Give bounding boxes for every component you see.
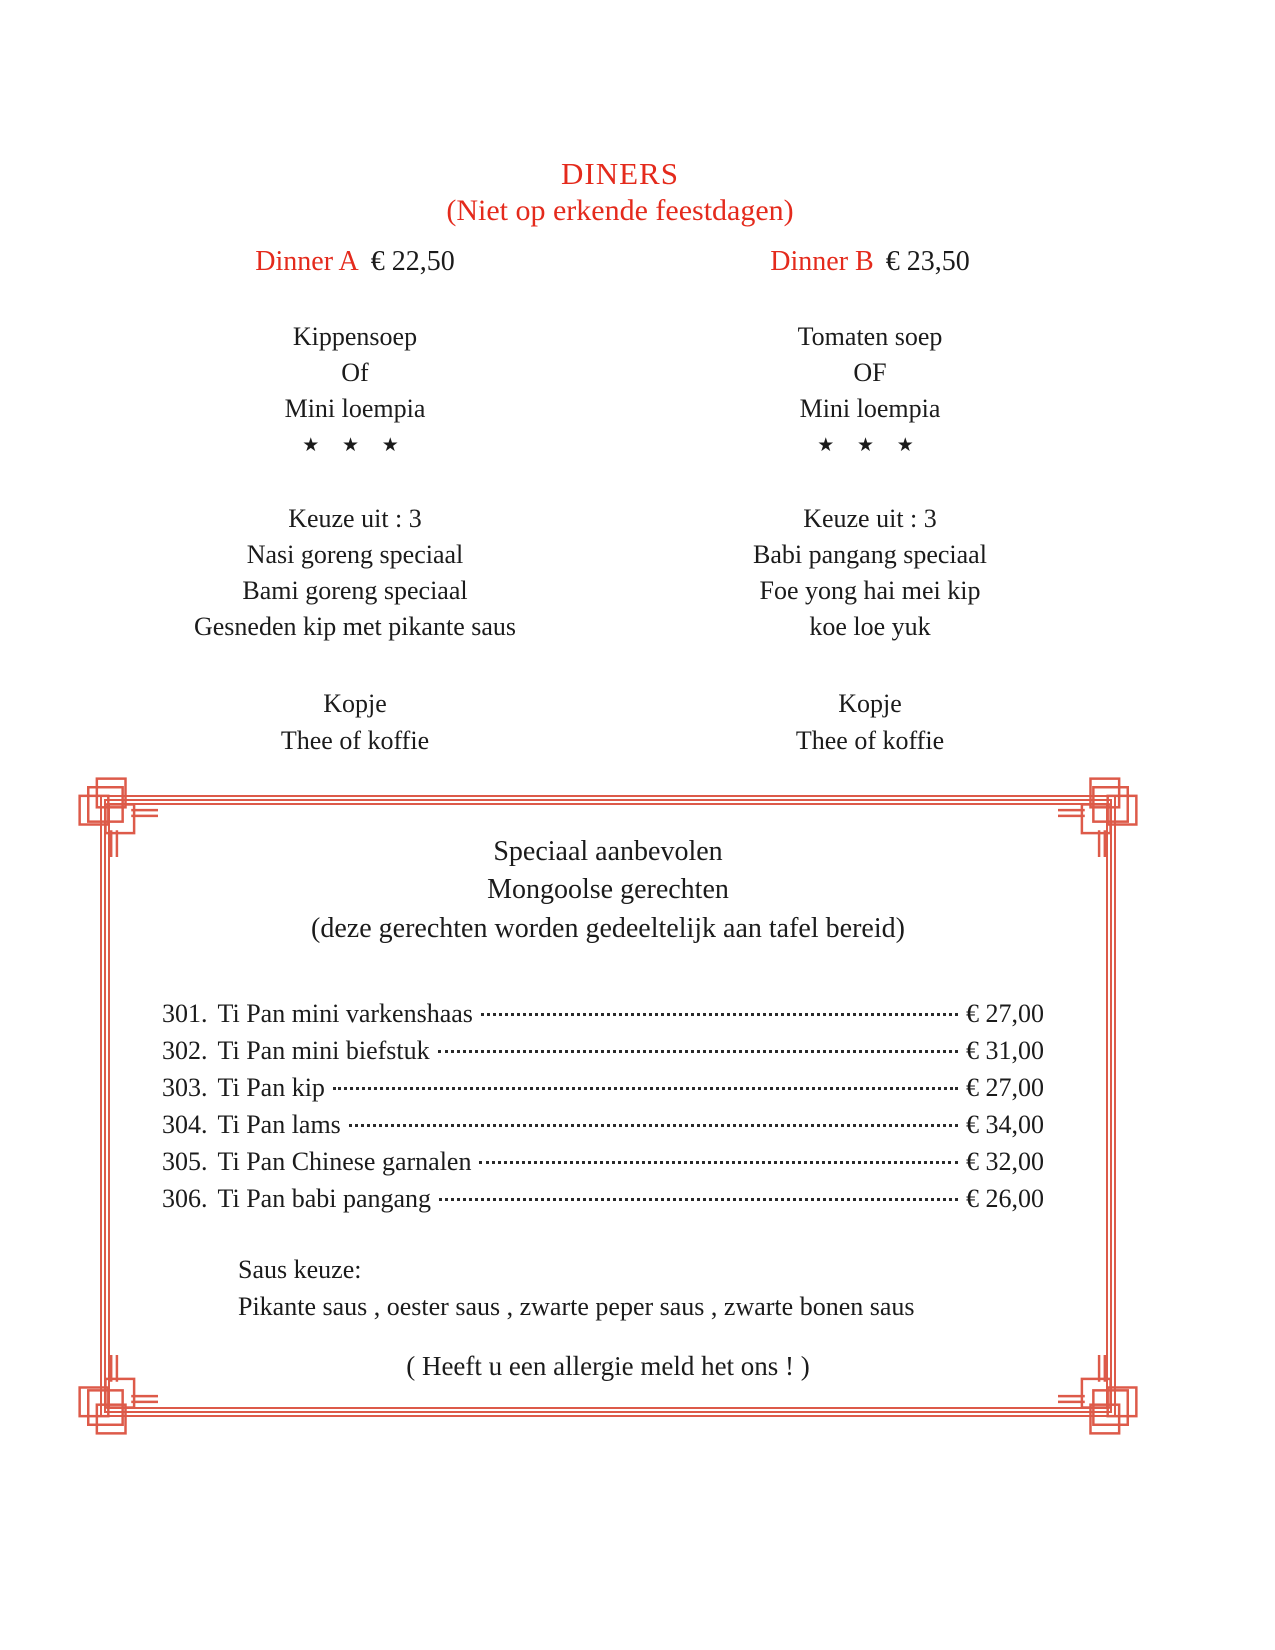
sauce-section	[238, 1251, 1106, 1325]
starter-item: Mini loempia	[284, 394, 426, 423]
page-subtitle: (Niet op erkende feestdagen)	[446, 194, 794, 227]
knot-ornament-icon	[72, 771, 158, 857]
item-price: € 26,00	[966, 1184, 1044, 1213]
dinner-b-name: Dinner B	[770, 246, 874, 277]
starter-item: Of	[341, 358, 369, 387]
dinner-a-column	[120, 245, 590, 759]
dot-leader	[333, 1087, 958, 1090]
choice-item: Nasi goreng speciaal	[246, 540, 464, 569]
closing-line: Thee of koffie	[795, 726, 945, 755]
choice-item: Gesneden kip met pikante saus	[193, 612, 517, 641]
dinner-a-name: Dinner A	[255, 246, 359, 277]
item-number: 306.	[162, 1184, 208, 1213]
dinner-b-starters	[635, 319, 1105, 461]
dinner-b-choices	[635, 501, 1105, 645]
starter-item: Mini loempia	[799, 394, 941, 423]
menu-item-row	[162, 1106, 1044, 1143]
menu-item-row	[162, 1180, 1044, 1217]
dinner-a-choices	[120, 501, 590, 645]
item-price: € 31,00	[966, 1036, 1044, 1065]
choice-heading: Keuze uit : 3	[803, 504, 937, 533]
knot-ornament-icon	[1058, 1355, 1144, 1441]
dinner-a-heading	[120, 245, 590, 279]
choice-item: Babi pangang speciaal	[753, 540, 987, 569]
item-price: € 32,00	[966, 1147, 1044, 1176]
dinner-a-price: € 22,50	[370, 246, 455, 277]
choice-item: Foe yong hai mei kip	[759, 576, 981, 605]
menu-item-row	[162, 1032, 1044, 1069]
special-box-inner-border	[108, 803, 1108, 1409]
stars-divider: ★ ★ ★	[302, 435, 408, 456]
item-number: 302.	[162, 1036, 208, 1065]
dinner-a-starters	[120, 319, 590, 461]
item-name: Ti Pan babi pangang	[217, 1184, 432, 1213]
dinner-a-closing	[120, 685, 590, 759]
item-number: 304.	[162, 1110, 208, 1139]
item-number: 305.	[162, 1147, 208, 1176]
closing-line: Thee of koffie	[280, 726, 430, 755]
menu-header	[0, 156, 1240, 230]
dinner-b-heading	[635, 245, 1105, 279]
dot-leader	[439, 1198, 958, 1201]
allergy-note: ( Heeft u een allergie meld het ons ! )	[406, 1351, 810, 1381]
menu-item-row	[162, 1143, 1044, 1180]
menu-item-row	[162, 1069, 1044, 1106]
special-box	[100, 795, 1116, 1417]
special-box-mid-border	[104, 799, 1112, 1413]
item-price: € 27,00	[966, 999, 1044, 1028]
item-name: Ti Pan kip	[217, 1073, 325, 1102]
dot-leader	[479, 1161, 958, 1164]
dot-leader	[481, 1013, 958, 1016]
sauce-options: Pikante saus , oester saus , zwarte peper saus , zwarte bonen saus	[238, 1292, 915, 1321]
stars-divider: ★ ★ ★	[817, 435, 923, 456]
item-name: Ti Pan mini biefstuk	[217, 1036, 430, 1065]
item-name: Ti Pan mini varkenshaas	[217, 999, 473, 1028]
closing-line: Kopje	[838, 689, 902, 718]
item-price: € 27,00	[966, 1073, 1044, 1102]
sauce-heading: Saus keuze:	[238, 1255, 362, 1284]
starter-item: Kippensoep	[292, 322, 418, 351]
dinner-b-price: € 23,50	[885, 246, 970, 277]
menu-item-row	[162, 995, 1044, 1032]
starter-item: OF	[853, 358, 887, 387]
item-name: Ti Pan Chinese garnalen	[217, 1147, 472, 1176]
choice-item: koe loe yuk	[809, 612, 931, 641]
item-name: Ti Pan lams	[217, 1110, 341, 1139]
item-number: 303.	[162, 1073, 208, 1102]
dot-leader	[349, 1124, 958, 1127]
knot-ornament-icon	[1058, 771, 1144, 857]
closing-line: Kopje	[323, 689, 387, 718]
special-heading-2: Mongoolse gerechten	[487, 874, 729, 905]
dinner-b-column	[635, 245, 1105, 759]
choice-item: Bami goreng speciaal	[242, 576, 468, 605]
special-note: (deze gerechten worden gedeeltelijk aan tafel bereid)	[311, 913, 905, 944]
dot-leader	[438, 1050, 958, 1053]
dinner-b-closing	[635, 685, 1105, 759]
item-number: 301.	[162, 999, 208, 1028]
knot-ornament-icon	[72, 1355, 158, 1441]
page-title: DINERS	[561, 156, 679, 191]
item-price: € 34,00	[966, 1110, 1044, 1139]
starter-item: Tomaten soep	[797, 322, 943, 351]
menu-item-list	[162, 995, 1044, 1217]
choice-heading: Keuze uit : 3	[288, 504, 422, 533]
special-heading-1: Speciaal aanbevolen	[493, 836, 723, 867]
